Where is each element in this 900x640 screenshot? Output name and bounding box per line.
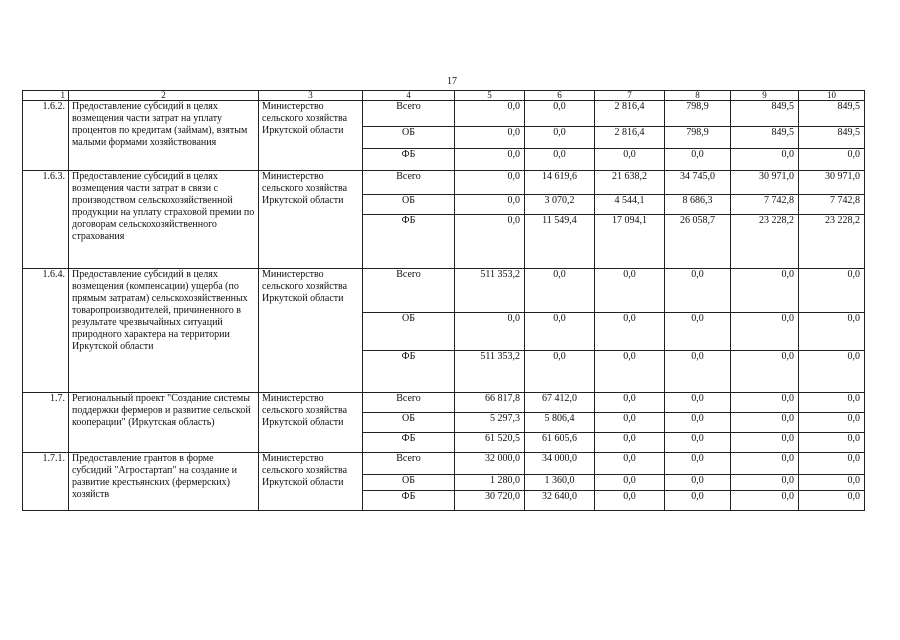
funding-source: Всего — [363, 393, 455, 413]
amount-cell-col6: 34 000,0 — [525, 453, 595, 475]
measure-name: Региональный проект "Создание системы поддержки фермеров и развитие сельской кооперации" (Иркутская область) — [69, 393, 259, 453]
amount-cell-col8: 0,0 — [665, 433, 731, 453]
executor: Министерство сельского хозяйства Иркутской области — [259, 101, 363, 171]
row-number: 1.6.3. — [23, 171, 69, 269]
amount-cell-col7: 0,0 — [595, 453, 665, 475]
column-header-9: 9 — [731, 91, 799, 101]
amount-cell-col9: 0,0 — [731, 351, 799, 393]
amount-cell-col7: 4 544,1 — [595, 195, 665, 215]
amount-cell-col9: 0,0 — [731, 453, 799, 475]
amount-cell-col5: 66 817,8 — [455, 393, 525, 413]
funding-source: ФБ — [363, 149, 455, 171]
amount-cell-col6: 0,0 — [525, 269, 595, 313]
amount-cell-col10: 0,0 — [799, 433, 865, 453]
table-header — [23, 91, 865, 101]
funding-source: ФБ — [363, 215, 455, 269]
column-header-5: 5 — [455, 91, 525, 101]
amount-cell-col9: 0,0 — [731, 269, 799, 313]
amount-cell-col6: 1 360,0 — [525, 475, 595, 491]
amount-cell-col9: 30 971,0 — [731, 171, 799, 195]
amount-cell-col6: 67 412,0 — [525, 393, 595, 413]
amount-cell-col8: 0,0 — [665, 453, 731, 475]
amount-cell-col8: 798,9 — [665, 127, 731, 149]
amount-cell-col7: 0,0 — [595, 393, 665, 413]
amount-cell-col10: 849,5 — [799, 127, 865, 149]
column-header-7: 7 — [595, 91, 665, 101]
amount-cell-col8: 26 058,7 — [665, 215, 731, 269]
funding-source: ОБ — [363, 195, 455, 215]
amount-cell-col5: 0,0 — [455, 127, 525, 149]
amount-cell-col7: 0,0 — [595, 433, 665, 453]
funding-source: Всего — [363, 101, 455, 127]
amount-cell-col7: 0,0 — [595, 149, 665, 171]
amount-cell-col6: 0,0 — [525, 149, 595, 171]
column-header-1: 1 — [23, 91, 69, 101]
page-number: 17 — [447, 76, 457, 87]
amount-cell-col6: 14 619,6 — [525, 171, 595, 195]
amount-cell-col7: 17 094,1 — [595, 215, 665, 269]
amount-cell-col5: 0,0 — [455, 215, 525, 269]
column-header-10: 10 — [799, 91, 865, 101]
amount-cell-col8: 8 686,3 — [665, 195, 731, 215]
funding-source: ФБ — [363, 491, 455, 511]
row-number: 1.6.2. — [23, 101, 69, 171]
amount-cell-col6: 11 549,4 — [525, 215, 595, 269]
amount-cell-col6: 0,0 — [525, 351, 595, 393]
column-header-8: 8 — [665, 91, 731, 101]
column-header-3: 3 — [259, 91, 363, 101]
amount-cell-col10: 0,0 — [799, 413, 865, 433]
funding-source: Всего — [363, 453, 455, 475]
table-row — [23, 269, 865, 313]
amount-cell-col6: 0,0 — [525, 127, 595, 149]
amount-cell-col5: 5 297,3 — [455, 413, 525, 433]
column-header-2: 2 — [69, 91, 259, 101]
amount-cell-col8: 0,0 — [665, 475, 731, 491]
amount-cell-col10: 0,0 — [799, 491, 865, 511]
amount-cell-col10: 7 742,8 — [799, 195, 865, 215]
amount-cell-col8: 0,0 — [665, 149, 731, 171]
amount-cell-col10: 30 971,0 — [799, 171, 865, 195]
amount-cell-col8: 0,0 — [665, 393, 731, 413]
amount-cell-col9: 0,0 — [731, 313, 799, 351]
funding-source: ОБ — [363, 475, 455, 491]
budget-table — [22, 90, 865, 511]
amount-cell-col7: 0,0 — [595, 313, 665, 351]
amount-cell-col10: 0,0 — [799, 351, 865, 393]
funding-source: ФБ — [363, 433, 455, 453]
amount-cell-col9: 0,0 — [731, 149, 799, 171]
executor: Министерство сельского хозяйства Иркутской области — [259, 393, 363, 453]
amount-cell-col10: 849,5 — [799, 101, 865, 127]
table-row — [23, 453, 865, 475]
amount-cell-col5: 511 353,2 — [455, 351, 525, 393]
amount-cell-col5: 511 353,2 — [455, 269, 525, 313]
amount-cell-col10: 0,0 — [799, 393, 865, 413]
amount-cell-col9: 849,5 — [731, 127, 799, 149]
amount-cell-col8: 0,0 — [665, 313, 731, 351]
amount-cell-col9: 23 228,2 — [731, 215, 799, 269]
column-header-4: 4 — [363, 91, 455, 101]
amount-cell-col9: 7 742,8 — [731, 195, 799, 215]
amount-cell-col7: 0,0 — [595, 475, 665, 491]
amount-cell-col7: 2 816,4 — [595, 127, 665, 149]
amount-cell-col5: 0,0 — [455, 195, 525, 215]
amount-cell-col5: 32 000,0 — [455, 453, 525, 475]
table-body — [23, 101, 865, 511]
amount-cell-col5: 1 280,0 — [455, 475, 525, 491]
amount-cell-col5: 0,0 — [455, 313, 525, 351]
amount-cell-col10: 0,0 — [799, 453, 865, 475]
amount-cell-col9: 0,0 — [731, 433, 799, 453]
amount-cell-col9: 0,0 — [731, 475, 799, 491]
executor: Министерство сельского хозяйства Иркутской области — [259, 269, 363, 393]
row-number: 1.7. — [23, 393, 69, 453]
amount-cell-col9: 0,0 — [731, 413, 799, 433]
amount-cell-col5: 61 520,5 — [455, 433, 525, 453]
amount-cell-col7: 0,0 — [595, 413, 665, 433]
table-row — [23, 393, 865, 413]
funding-source: ОБ — [363, 413, 455, 433]
amount-cell-col6: 0,0 — [525, 101, 595, 127]
measure-name: Предоставление субсидий в целях возмещения части затрат в связи с производством сельскохозяйственной продукции на уплату страховой премии по договорам сельскохозяйственного страхования — [69, 171, 259, 269]
amount-cell-col6: 0,0 — [525, 313, 595, 351]
funding-source: ОБ — [363, 313, 455, 351]
executor: Министерство сельского хозяйства Иркутской области — [259, 171, 363, 269]
funding-source: Всего — [363, 269, 455, 313]
funding-source: ОБ — [363, 127, 455, 149]
table-row — [23, 101, 865, 127]
amount-cell-col6: 32 640,0 — [525, 491, 595, 511]
amount-cell-col7: 0,0 — [595, 491, 665, 511]
column-header-6: 6 — [525, 91, 595, 101]
measure-name: Предоставление субсидий в целях возмещения (компенсации) ущерба (по прямым затратам) сельскохозяйственных товаропроизводителей, причиненного в результате чрезвычайных ситуаций природного характера на территории Иркутской области — [69, 269, 259, 393]
amount-cell-col7: 0,0 — [595, 351, 665, 393]
amount-cell-col9: 849,5 — [731, 101, 799, 127]
amount-cell-col7: 2 816,4 — [595, 101, 665, 127]
amount-cell-col7: 0,0 — [595, 269, 665, 313]
amount-cell-col10: 23 228,2 — [799, 215, 865, 269]
amount-cell-col5: 30 720,0 — [455, 491, 525, 511]
executor: Министерство сельского хозяйства Иркутской области — [259, 453, 363, 511]
amount-cell-col6: 5 806,4 — [525, 413, 595, 433]
row-number: 1.7.1. — [23, 453, 69, 511]
amount-cell-col9: 0,0 — [731, 393, 799, 413]
amount-cell-col8: 0,0 — [665, 413, 731, 433]
amount-cell-col8: 0,0 — [665, 351, 731, 393]
amount-cell-col5: 0,0 — [455, 149, 525, 171]
amount-cell-col8: 0,0 — [665, 269, 731, 313]
amount-cell-col5: 0,0 — [455, 101, 525, 127]
amount-cell-col6: 3 070,2 — [525, 195, 595, 215]
amount-cell-col8: 798,9 — [665, 101, 731, 127]
amount-cell-col5: 0,0 — [455, 171, 525, 195]
amount-cell-col6: 61 605,6 — [525, 433, 595, 453]
funding-source: Всего — [363, 171, 455, 195]
amount-cell-col7: 21 638,2 — [595, 171, 665, 195]
table-row — [23, 171, 865, 195]
amount-cell-col8: 0,0 — [665, 491, 731, 511]
amount-cell-col10: 0,0 — [799, 313, 865, 351]
header-row — [23, 91, 865, 101]
amount-cell-col9: 0,0 — [731, 491, 799, 511]
measure-name: Предоставление субсидий в целях возмещения части затрат на уплату процентов по кредитам (займам), взятым малыми формами хозяйствования — [69, 101, 259, 171]
funding-source: ФБ — [363, 351, 455, 393]
row-number: 1.6.4. — [23, 269, 69, 393]
amount-cell-col10: 0,0 — [799, 475, 865, 491]
amount-cell-col10: 0,0 — [799, 149, 865, 171]
amount-cell-col10: 0,0 — [799, 269, 865, 313]
amount-cell-col8: 34 745,0 — [665, 171, 731, 195]
measure-name: Предоставление грантов в форме субсидий "Агростартап" на создание и развитие крестьянских (фермерских) хозяйств — [69, 453, 259, 511]
